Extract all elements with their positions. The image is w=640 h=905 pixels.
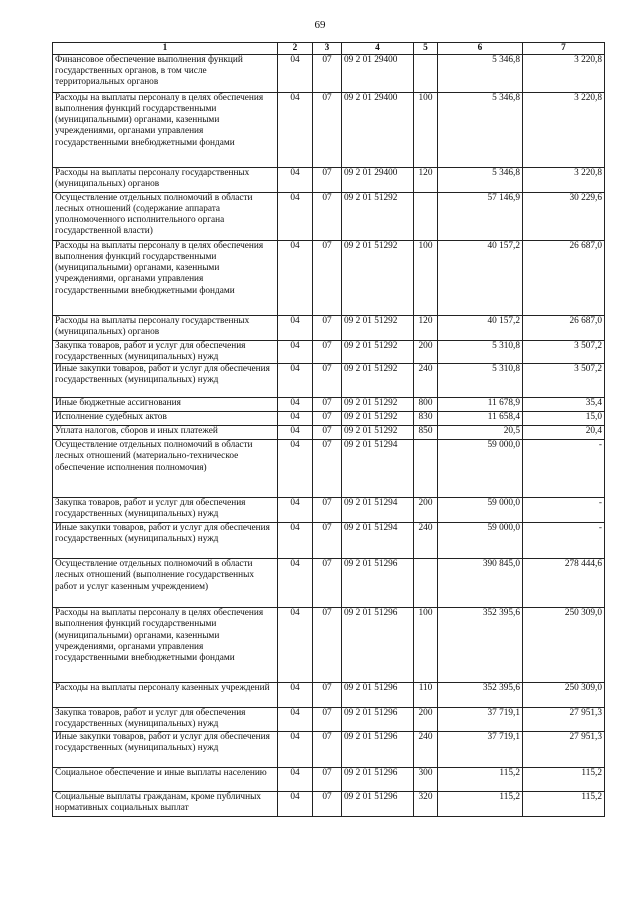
expense-type-cell: 240 [414, 732, 438, 768]
expense-type-cell [414, 193, 438, 241]
expense-name-cell: Уплата налогов, сборов и иных платежей [53, 426, 278, 440]
header-cell-4: 4 [342, 43, 414, 55]
amount-col6-cell: 5 310,8 [438, 341, 523, 364]
subsection-cell: 07 [313, 93, 342, 168]
amount-col6-cell: 390 845,0 [438, 559, 523, 608]
header-cell-3: 3 [313, 43, 342, 55]
section-cell: 04 [278, 398, 313, 412]
subsection-cell: 07 [313, 168, 342, 193]
table-row [53, 241, 605, 316]
amount-col7-cell: 3 507,2 [523, 341, 605, 364]
subsection-cell: 07 [313, 426, 342, 440]
table-row [53, 316, 605, 341]
table-row [53, 768, 605, 792]
amount-col7-cell: 3 220,8 [523, 93, 605, 168]
amount-col7-cell: 27 951,3 [523, 732, 605, 768]
amount-col7-cell: 115,2 [523, 792, 605, 817]
target-code-cell: 09 2 01 51296 [342, 792, 414, 817]
target-code-cell: 09 2 01 51292 [342, 341, 414, 364]
target-code-cell: 09 2 01 51294 [342, 440, 414, 498]
table-row [53, 683, 605, 708]
amount-col6-cell: 5 346,8 [438, 168, 523, 193]
subsection-cell: 07 [313, 523, 342, 559]
target-code-cell: 09 2 01 51296 [342, 732, 414, 768]
table-row [53, 608, 605, 683]
amount-col6-cell: 59 000,0 [438, 523, 523, 559]
subsection-cell: 07 [313, 364, 342, 398]
section-cell: 04 [278, 559, 313, 608]
expense-name-cell: Закупка товаров, работ и услуг для обеспечения государственных (муниципальных) нужд [53, 341, 278, 364]
subsection-cell: 07 [313, 498, 342, 523]
amount-col7-cell: 30 229,6 [523, 193, 605, 241]
target-code-cell: 09 2 01 51294 [342, 498, 414, 523]
table-row [53, 732, 605, 768]
expense-name-cell: Расходы на выплаты персоналу в целях обеспечения выполнения функций государственными (муниципальными) органами, казенными учреждениями, органами управления государственными внебюджетными фондами [53, 241, 278, 316]
expense-type-cell: 120 [414, 316, 438, 341]
expense-type-cell: 200 [414, 498, 438, 523]
subsection-cell: 07 [313, 608, 342, 683]
expense-type-cell: 200 [414, 708, 438, 732]
amount-col7-cell: 250 309,0 [523, 683, 605, 708]
expense-type-cell: 240 [414, 523, 438, 559]
expense-name-cell: Социальные выплаты гражданам, кроме публичных нормативных социальных выплат [53, 792, 278, 817]
section-cell: 04 [278, 683, 313, 708]
section-cell: 04 [278, 364, 313, 398]
subsection-cell: 07 [313, 683, 342, 708]
amount-col7-cell: 20,4 [523, 426, 605, 440]
table-row [53, 523, 605, 559]
subsection-cell: 07 [313, 316, 342, 341]
amount-col7-cell: 35,4 [523, 398, 605, 412]
amount-col7-cell: 15,0 [523, 412, 605, 426]
amount-col6-cell: 115,2 [438, 792, 523, 817]
expense-name-cell: Осуществление отдельных полномочий в области лесных отношений (содержание аппарата уполномоченного исполнительного органа государственной власти) [53, 193, 278, 241]
expense-type-cell [414, 440, 438, 498]
expense-name-cell: Исполнение судебных актов [53, 412, 278, 426]
subsection-cell: 07 [313, 768, 342, 792]
expense-type-cell: 100 [414, 93, 438, 168]
target-code-cell: 09 2 01 51292 [342, 193, 414, 241]
expense-name-cell: Иные бюджетные ассигнования [53, 398, 278, 412]
expense-name-cell: Финансовое обеспечение выполнения функций государственных органов, в том числе территориальных органов [53, 55, 278, 93]
table-row [53, 426, 605, 440]
expense-name-cell: Осуществление отдельных полномочий в области лесных отношений (материально-техническое обеспечение исполнения полномочия) [53, 440, 278, 498]
expense-name-cell: Закупка товаров, работ и услуг для обеспечения государственных (муниципальных) нужд [53, 708, 278, 732]
section-cell: 04 [278, 440, 313, 498]
expense-type-cell: 300 [414, 768, 438, 792]
expense-name-cell: Расходы на выплаты персоналу государственных (муниципальных) органов [53, 168, 278, 193]
amount-col6-cell: 40 157,2 [438, 241, 523, 316]
section-cell: 04 [278, 792, 313, 817]
section-cell: 04 [278, 412, 313, 426]
section-cell: 04 [278, 93, 313, 168]
amount-col6-cell: 5 346,8 [438, 93, 523, 168]
target-code-cell: 09 2 01 51296 [342, 768, 414, 792]
subsection-cell: 07 [313, 398, 342, 412]
amount-col6-cell: 115,2 [438, 768, 523, 792]
target-code-cell: 09 2 01 51292 [342, 364, 414, 398]
header-cell-2: 2 [278, 43, 313, 55]
expense-name-cell: Расходы на выплаты персоналу в целях обеспечения выполнения функций государственными (муниципальными) органами, казенными учреждениями, органами управления государственными внебюджетными фондами [53, 608, 278, 683]
expense-name-cell: Иные закупки товаров, работ и услуг для обеспечения государственных (муниципальных) нужд [53, 732, 278, 768]
expense-name-cell: Иные закупки товаров, работ и услуг для обеспечения государственных (муниципальных) нужд [53, 523, 278, 559]
amount-col6-cell: 11 658,4 [438, 412, 523, 426]
expense-type-cell: 850 [414, 426, 438, 440]
header-cell-1: 1 [53, 43, 278, 55]
table-row [53, 341, 605, 364]
amount-col7-cell: 3 507,2 [523, 364, 605, 398]
amount-col7-cell: 27 951,3 [523, 708, 605, 732]
expense-type-cell: 120 [414, 168, 438, 193]
amount-col6-cell: 37 719,1 [438, 708, 523, 732]
table-row [53, 559, 605, 608]
amount-col6-cell: 40 157,2 [438, 316, 523, 341]
target-code-cell: 09 2 01 51292 [342, 316, 414, 341]
target-code-cell: 09 2 01 51294 [342, 523, 414, 559]
amount-col6-cell: 352 395,6 [438, 608, 523, 683]
amount-col6-cell: 5 310,8 [438, 364, 523, 398]
amount-col6-cell: 37 719,1 [438, 732, 523, 768]
section-cell: 04 [278, 316, 313, 341]
target-code-cell: 09 2 01 29400 [342, 55, 414, 93]
expense-name-cell: Осуществление отдельных полномочий в области лесных отношений (выполнение государственных работ и услуг казенным учреждением) [53, 559, 278, 608]
target-code-cell: 09 2 01 51296 [342, 683, 414, 708]
subsection-cell: 07 [313, 55, 342, 93]
table-row [53, 398, 605, 412]
subsection-cell: 07 [313, 559, 342, 608]
amount-col6-cell: 59 000,0 [438, 440, 523, 498]
subsection-cell: 07 [313, 412, 342, 426]
table-row [53, 93, 605, 168]
target-code-cell: 09 2 01 51292 [342, 412, 414, 426]
section-cell: 04 [278, 768, 313, 792]
target-code-cell: 09 2 01 51292 [342, 241, 414, 316]
table-header-row [53, 43, 605, 55]
expense-name-cell: Расходы на выплаты персоналу в целях обеспечения выполнения функций государственными (муниципальными) органами, казенными учреждениями, органами управления государственными внебюджетными фондами [53, 93, 278, 168]
expense-type-cell: 800 [414, 398, 438, 412]
expense-type-cell: 100 [414, 608, 438, 683]
section-cell: 04 [278, 608, 313, 683]
amount-col6-cell: 5 346,8 [438, 55, 523, 93]
target-code-cell: 09 2 01 29400 [342, 168, 414, 193]
amount-col7-cell: 26 687,0 [523, 241, 605, 316]
amount-col7-cell: 115,2 [523, 768, 605, 792]
amount-col6-cell: 11 678,9 [438, 398, 523, 412]
expense-type-cell [414, 55, 438, 93]
section-cell: 04 [278, 55, 313, 93]
subsection-cell: 07 [313, 708, 342, 732]
target-code-cell: 09 2 01 51296 [342, 708, 414, 732]
amount-col6-cell: 59 000,0 [438, 498, 523, 523]
expense-type-cell: 830 [414, 412, 438, 426]
header-cell-6: 6 [438, 43, 523, 55]
header-cell-7: 7 [523, 43, 605, 55]
section-cell: 04 [278, 426, 313, 440]
amount-col7-cell: - [523, 440, 605, 498]
target-code-cell: 09 2 01 51292 [342, 426, 414, 440]
subsection-cell: 07 [313, 792, 342, 817]
amount-col6-cell: 352 395,6 [438, 683, 523, 708]
amount-col7-cell: 26 687,0 [523, 316, 605, 341]
expense-type-cell: 240 [414, 364, 438, 398]
subsection-cell: 07 [313, 732, 342, 768]
table-row [53, 364, 605, 398]
subsection-cell: 07 [313, 341, 342, 364]
expense-type-cell: 200 [414, 341, 438, 364]
expense-name-cell: Расходы на выплаты персоналу казенных учреждений [53, 683, 278, 708]
target-code-cell: 09 2 01 51292 [342, 398, 414, 412]
section-cell: 04 [278, 523, 313, 559]
budget-table [52, 42, 605, 817]
header-cell-5: 5 [414, 43, 438, 55]
amount-col6-cell: 57 146,9 [438, 193, 523, 241]
section-cell: 04 [278, 708, 313, 732]
section-cell: 04 [278, 193, 313, 241]
table-row [53, 193, 605, 241]
table-row [53, 168, 605, 193]
expense-type-cell: 110 [414, 683, 438, 708]
amount-col6-cell: 20,5 [438, 426, 523, 440]
target-code-cell: 09 2 01 51296 [342, 559, 414, 608]
expense-type-cell: 100 [414, 241, 438, 316]
section-cell: 04 [278, 498, 313, 523]
target-code-cell: 09 2 01 29400 [342, 93, 414, 168]
table-row [53, 498, 605, 523]
section-cell: 04 [278, 241, 313, 316]
page-number: 69 [314, 19, 326, 31]
expense-name-cell: Закупка товаров, работ и услуг для обеспечения государственных (муниципальных) нужд [53, 498, 278, 523]
table-row [53, 708, 605, 732]
amount-col7-cell: - [523, 523, 605, 559]
target-code-cell: 09 2 01 51296 [342, 608, 414, 683]
subsection-cell: 07 [313, 193, 342, 241]
expense-name-cell: Социальное обеспечение и иные выплаты населению [53, 768, 278, 792]
table-row [53, 792, 605, 817]
amount-col7-cell: 3 220,8 [523, 55, 605, 93]
amount-col7-cell: 278 444,6 [523, 559, 605, 608]
expense-name-cell: Иные закупки товаров, работ и услуг для обеспечения государственных (муниципальных) нужд [53, 364, 278, 398]
amount-col7-cell: - [523, 498, 605, 523]
section-cell: 04 [278, 168, 313, 193]
expense-name-cell: Расходы на выплаты персоналу государственных (муниципальных) органов [53, 316, 278, 341]
expense-type-cell [414, 559, 438, 608]
table-row [53, 412, 605, 426]
section-cell: 04 [278, 341, 313, 364]
expense-type-cell: 320 [414, 792, 438, 817]
amount-col7-cell: 250 309,0 [523, 608, 605, 683]
table-row [53, 55, 605, 93]
section-cell: 04 [278, 732, 313, 768]
subsection-cell: 07 [313, 440, 342, 498]
subsection-cell: 07 [313, 241, 342, 316]
amount-col7-cell: 3 220,8 [523, 168, 605, 193]
table-row [53, 440, 605, 498]
